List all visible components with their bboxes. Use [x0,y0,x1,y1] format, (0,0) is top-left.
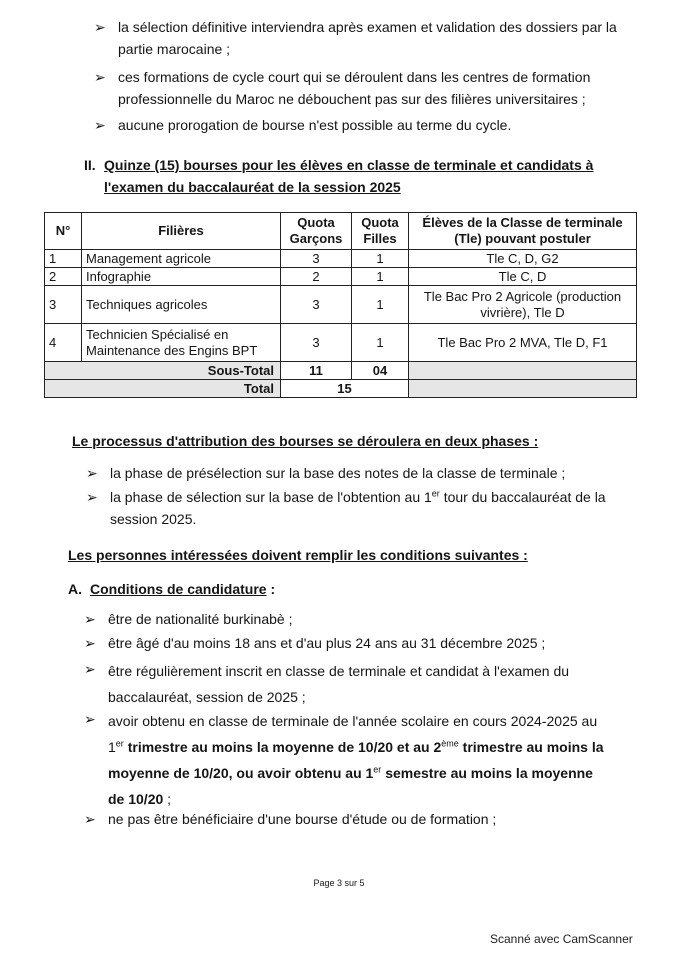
scanner-watermark: Scanné avec CamScanner [490,932,633,946]
arrow-bullet-icon: ➢ [94,69,106,85]
list-item: ➢ être régulièrement inscrit en classe de terminale et candidat à l'examen du baccalauréat, session de 2025 ; [88,658,608,710]
row-garcons: 3 [281,324,352,362]
section-title: Quinze (15) bourses pour les élèves en classe de terminale et candidats à l'examen du baccalauréat de la session 2025 [104,157,594,195]
arrow-bullet-icon: ➢ [84,635,96,651]
arrow-bullet-icon: ➢ [84,661,96,677]
row-filiere: Technicien Spécialisé en Maintenance des Engins BPT [82,324,281,362]
subtotal-garcons: 11 [281,362,352,380]
col-header-filieres: Filières [82,213,281,250]
list-item: ➢ ne pas être bénéficiaire d'une bourse d'étude ou de formation ; [88,808,608,830]
total-value: 15 [281,380,409,398]
section-letter: A. [68,581,82,597]
row-filles: 1 [352,286,409,324]
row-eleves: Tle C, D, G2 [409,250,637,268]
arrow-bullet-icon: ➢ [94,117,106,133]
list-item: ➢ avoir obtenu en classe de terminale de l'année scolaire en cours 2024-2025 au 1er trimestre au moins la moyenne de 10/20 et au 2ème trimestre au moins la moyenne de 10/20, ou avoir obtenu au 1er semestre au moins la moyenne de 10/20 ; [88,708,608,812]
row-number: 3 [45,286,82,324]
process-heading: Le processus d'attribution des bourses se déroulera en deux phases : [72,433,539,449]
subtotal-row [45,362,637,380]
arrow-bullet-icon: ➢ [84,811,96,827]
row-filiere: Techniques agricoles [82,286,281,324]
row-number: 4 [45,324,82,362]
arrow-bullet-icon: ➢ [86,465,98,481]
table-row [45,268,637,286]
row-number: 2 [45,268,82,286]
col-header-quota-filles: Quota Filles [352,213,409,250]
list-item: ➢ être âgé d'au moins 18 ans et d'au plus 24 ans au 31 décembre 2025 ; [88,632,608,654]
quota-table [44,212,637,398]
section-a-title: Conditions de candidature : [90,581,276,597]
col-header-quota-garcons: Quota Garçons [281,213,352,250]
row-filiere: Management agricole [82,250,281,268]
table-row [45,324,637,362]
col-header-eleves: Élèves de la Classe de terminale (Tle) pouvant postuler [409,213,637,250]
list-item: ➢ ces formations de cycle court qui se déroulent dans les centres de formation professionnelle du Maroc ne débouchent pas sur des filières universitaires ; [98,66,618,110]
table-row [45,286,637,324]
row-eleves: Tle C, D [409,268,637,286]
row-number: 1 [45,250,82,268]
row-filles: 1 [352,250,409,268]
list-item: ➢ la phase de présélection sur la base des notes de la classe de terminale ; [90,462,610,484]
section-number: II. [84,157,96,173]
col-header-number: N° [45,213,82,250]
total-label: Total [45,380,281,398]
arrow-bullet-icon: ➢ [84,711,96,727]
row-filiere: Infographie [82,268,281,286]
conditions-heading: Les personnes intéressées doivent remplir les conditions suivantes : [68,547,528,563]
row-eleves: Tle Bac Pro 2 Agricole (production vivrière), Tle D [409,286,637,324]
arrow-bullet-icon: ➢ [84,611,96,627]
row-filles: 1 [352,324,409,362]
list-item: ➢ la sélection définitive interviendra après examen et validation des dossiers par la partie marocaine ; [98,16,618,60]
subtotal-filles: 04 [352,362,409,380]
row-eleves: Tle Bac Pro 2 MVA, Tle D, F1 [409,324,637,362]
row-garcons: 2 [281,268,352,286]
row-filles: 1 [352,268,409,286]
arrow-bullet-icon: ➢ [94,19,106,35]
table-row [45,250,637,268]
row-garcons: 3 [281,286,352,324]
subtotal-label: Sous-Total [45,362,281,380]
arrow-bullet-icon: ➢ [86,489,98,505]
table-header-row [45,213,637,250]
total-empty [409,380,637,398]
list-item: ➢ aucune prorogation de bourse n'est possible au terme du cycle. [98,114,618,136]
page-footer: Page 3 sur 5 [313,878,365,888]
subtotal-empty [409,362,637,380]
total-row [45,380,637,398]
list-item: ➢ la phase de sélection sur la base de l'obtention au 1er tour du baccalauréat de la session 2025. [90,486,610,530]
list-item: ➢ être de nationalité burkinabè ; [88,608,608,630]
row-garcons: 3 [281,250,352,268]
